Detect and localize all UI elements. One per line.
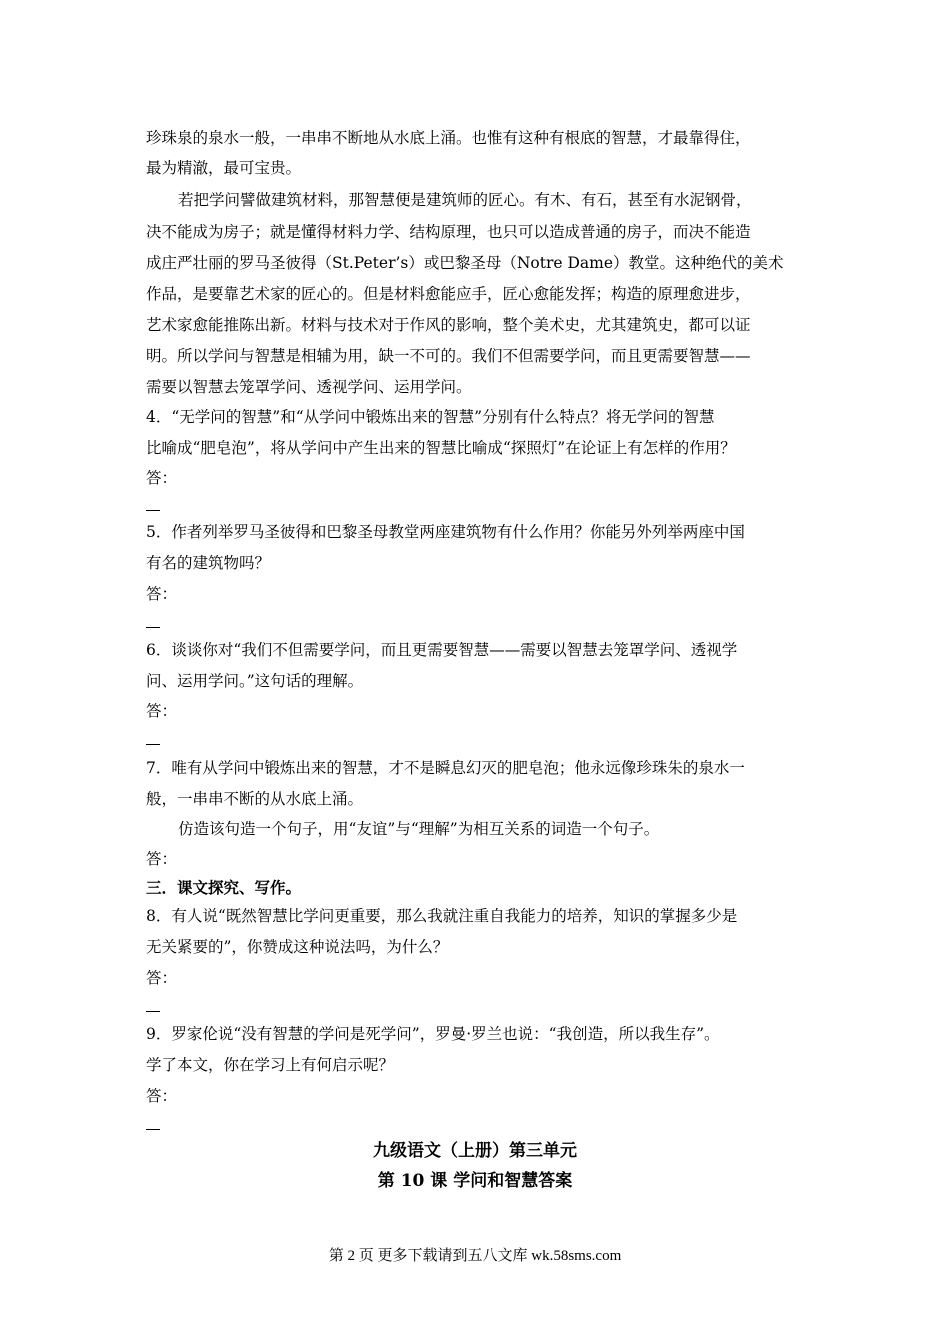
page-footer: 第 2 页 更多下载请到五八文库 wk.58sms.com <box>328 1248 622 1264</box>
passage-line: 决不能成为房子；就是懂得材料力学、结构原理，也只可以造成普通的房子，而决不能造 <box>146 223 751 241</box>
question-5-line: 5．作者列举罗马圣彼得和巴黎圣母教堂两座建筑物有什么作用？你能另外列举两座中国 <box>146 523 745 541</box>
passage-line: 需要以智慧去笼罩学问、透视学问、运用学问。 <box>146 378 472 396</box>
passage-line: 成庄严壮丽的罗马圣彼得（St.Peter’s）或巴黎圣母（Notre Dame）教堂。这种绝代的美术 <box>146 254 784 272</box>
passage-line: 若把学问譬做建筑材料，那智慧便是建筑师的匠心。有木、有石，甚至有水泥钢骨， <box>178 191 752 209</box>
passage-line: 艺术家愈能推陈出新。材料与技术对于作风的影响，整个美术史，尤其建筑史，都可以证 <box>146 316 751 334</box>
lesson-title: 第 10 课 学问和智慧答案 <box>377 1171 573 1191</box>
passage-line: 最为精澈，最可宝贵。 <box>146 159 302 177</box>
answer-blank <box>146 1011 160 1012</box>
question-5-line: 有名的建筑物吗？ <box>146 554 271 572</box>
answer-label: 答： <box>146 850 178 868</box>
unit-title: 九级语文（上册）第三单元 <box>373 1141 577 1161</box>
question-4-line: 比喻成“肥皂泡”，将从学问中产生出来的智慧比喻成“探照灯”在论证上有怎样的作用？ <box>146 439 736 457</box>
question-6-line: 问、运用学问。”这句话的理解。 <box>146 672 364 690</box>
answer-label: 答： <box>146 585 178 603</box>
answer-label: 答： <box>146 969 178 987</box>
question-7-line: 仿造该句造一个句子，用“友谊”与“理解”为相互关系的词造一个句子。 <box>178 820 660 838</box>
answer-blank <box>146 510 160 511</box>
section-heading: 三．课文探究、写作。 <box>146 878 302 897</box>
question-7-line: 般，一串串不断的从水底上涌。 <box>146 790 364 808</box>
answer-blank <box>146 744 160 745</box>
answer-blank <box>146 1129 160 1130</box>
question-8-line: 8．有人说“既然智慧比学问更重要，那么我就注重自我能力的培养，知识的掌握多少是 <box>146 907 738 925</box>
passage-line: 作品，是要靠艺术家的匠心的。但是材料愈能应手，匠心愈能发挥；构造的原理愈进步， <box>146 285 751 303</box>
question-9-line: 9．罗家伦说“没有智慧的学问是死学问”，罗曼·罗兰也说：“我创造，所以我生存”。 <box>146 1025 720 1043</box>
question-7-line: 7．唯有从学问中锻炼出来的智慧，才不是瞬息幻灭的肥皂泡；他永远像珍珠朱的泉水一 <box>146 759 745 777</box>
answer-label: 答： <box>146 469 178 487</box>
question-8-line: 无关紧要的”，你赞成这种说法吗，为什么？ <box>146 938 449 956</box>
passage-line: 明。所以学问与智慧是相辅为用，缺一不可的。我们不但需要学问，而且更需要智慧—— <box>146 347 751 365</box>
answer-label: 答： <box>146 702 178 720</box>
answer-blank <box>146 627 160 628</box>
question-9-line: 学了本文，你在学习上有何启示呢？ <box>146 1056 395 1074</box>
answer-label: 答： <box>146 1087 178 1105</box>
question-4-line: 4．“无学问的智慧”和“从学问中锻炼出来的智慧”分别有什么特点？将无学问的智慧 <box>146 408 715 426</box>
passage-line: 珍珠泉的泉水一般，一串串不断地从水底上涌。也惟有这种有根底的智慧，才最靠得住， <box>146 129 751 147</box>
question-6-line: 6．谈谈你对“我们不但需要学问，而且更需要智慧——需要以智慧去笼罩学问、透视学 <box>146 641 738 659</box>
